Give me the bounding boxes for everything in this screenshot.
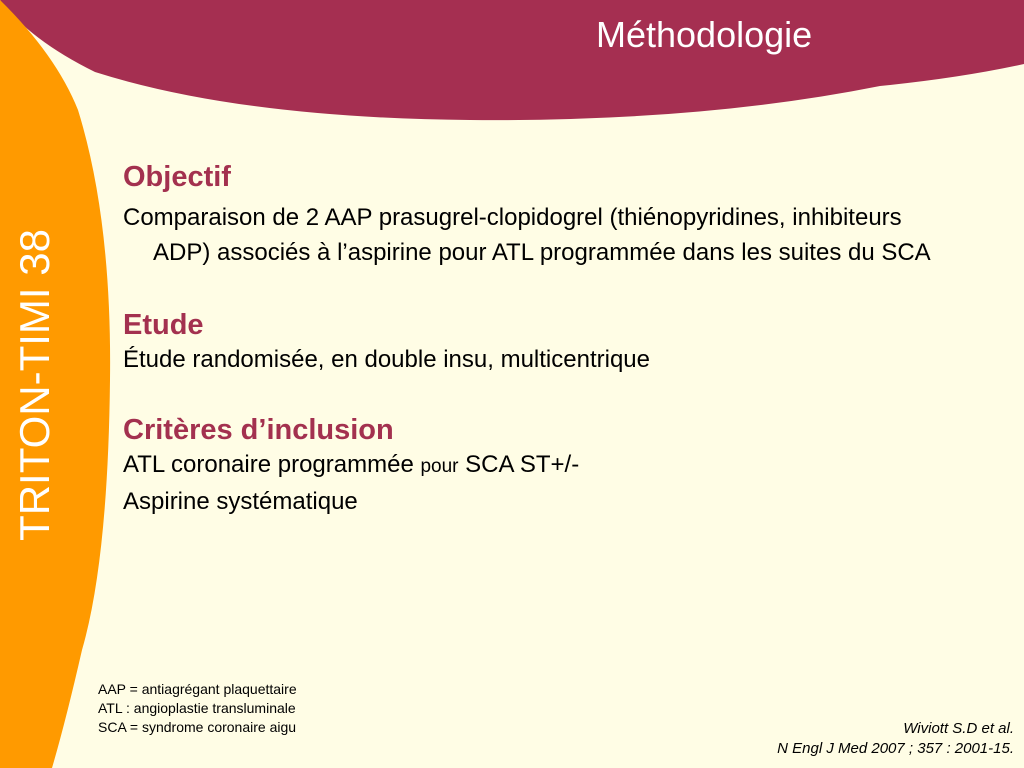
criteria-line-2: Aspirine systématique (123, 488, 358, 515)
abbreviations (98, 680, 297, 737)
citation-journal: N Engl J Med 2007 ; 357 : 2001-15. (777, 740, 1014, 757)
side-label: TRITON-TIMI 38 (11, 229, 58, 541)
footnote-aap: AAP = antiagrégant plaquettaire (98, 681, 297, 697)
section-heading-criteres: Critères d’inclusion (123, 414, 394, 446)
citation (777, 719, 1014, 759)
footnote-sca: SCA = syndrome coronaire aigu (98, 719, 297, 735)
section-body-objectif: Comparaison de 2 AAP prasugrel-clopidogrel (thiénopyridines, inhibiteurs ADP) associés à l’aspirine pour ATL programmée dans les suites du SCA (123, 204, 931, 266)
criteria-line-1-small-word: pour (420, 456, 459, 477)
section-body-etude: Étude randomisée, en double insu, multicentrique (123, 346, 650, 373)
section-heading-etude: Etude (123, 309, 204, 341)
slide-title: Méthodologie (596, 14, 813, 55)
section-heading-objectif: Objectif (123, 161, 231, 193)
criteria-line-1-part3: SCA ST+/- (458, 451, 580, 478)
main-content (123, 160, 953, 519)
criteria-line-1 (123, 447, 953, 484)
criteria-line-1-part1: ATL coronaire programmée (123, 451, 421, 478)
footnote-atl: ATL : angioplastie transluminale (98, 700, 296, 716)
citation-authors: Wiviott S.D et al. (903, 720, 1014, 737)
